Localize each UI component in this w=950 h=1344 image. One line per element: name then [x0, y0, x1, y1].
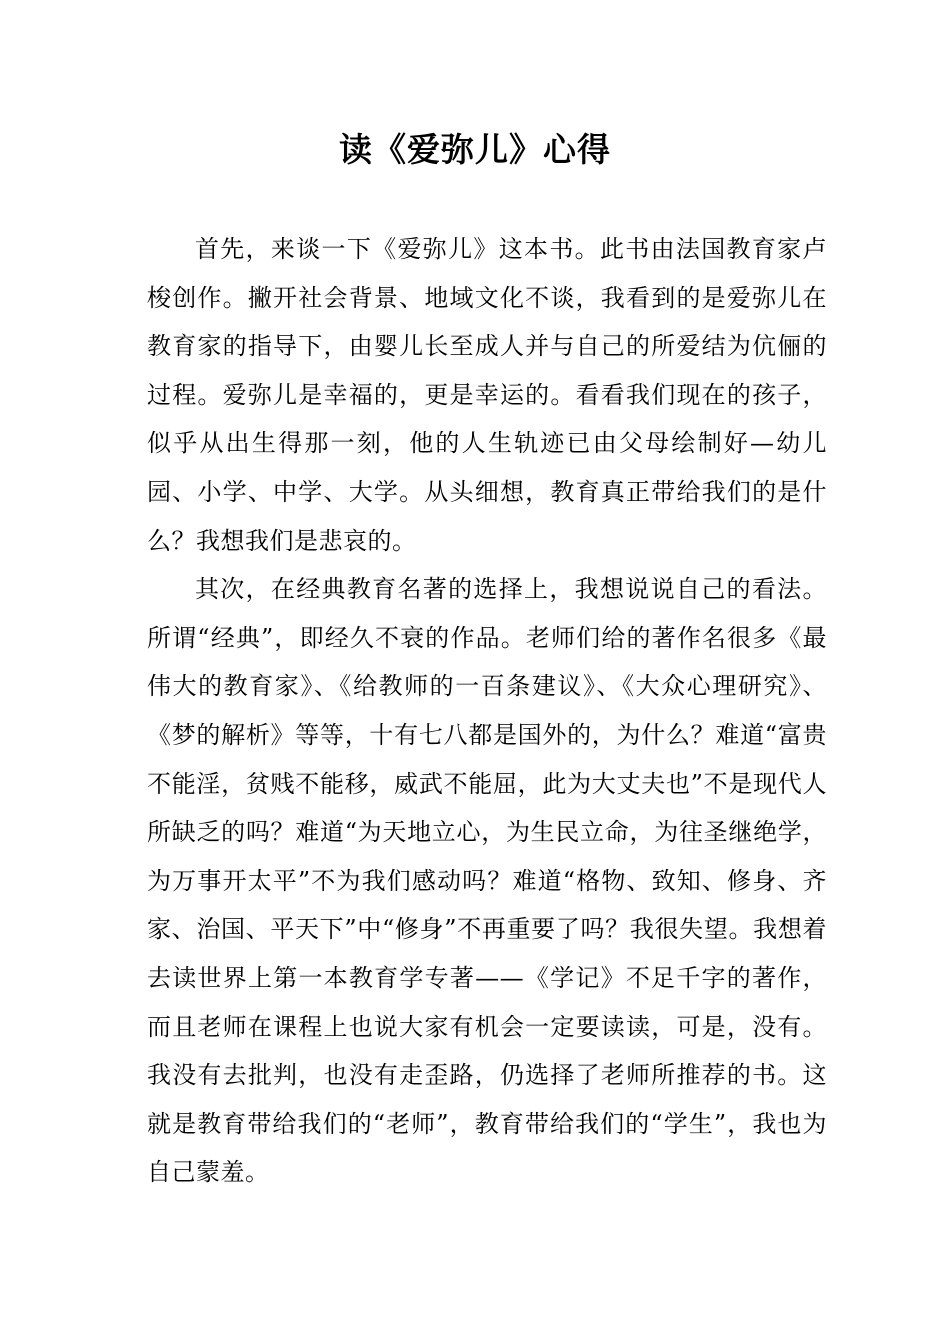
document-title: 读《爱弥儿》心得	[339, 130, 611, 169]
paragraph-2: 其次，在经典教育名著的选择上，我想说说自己的看法。所谓“经典”，即经久不衰的作品。老师们给的著作名很多《最伟大的教育家》、《给教师的一百条建议》、《大众心理研究》、《梦的解析》等等，十有七八都是国外的，为什么？难道“富贵不能淫，贫贱不能移，威武不能屈，此为大丈夫也”不是现代人所缺乏的吗？难道“为天地立心，为生民立命，为往圣继绝学，为万事开太平”不为我们感动吗？难道“格物、致知、修身、齐家、治国、平天下”中“修身”不再重要了吗？我很失望。我想着去读世界上第一本教育学专著——《学记》不足千字的著作，而且老师在课程上也说大家有机会一定要读读，可是，没有。我没有去批判，也没有走歪路，仍选择了老师所推荐的书。这就是教育带给我们的“老师”，教育带给我们的“学生”，我也为自己蒙羞。	[147, 575, 827, 1187]
paragraph-1: 首先，来谈一下《爱弥儿》这本书。此书由法国教育家卢梭创作。撇开社会背景、地域文化不谈，我看到的是爱弥儿在教育家的指导下，由婴儿长至成人并与自己的所爱结为伉俪的过程。爱弥儿是幸福的，更是幸运的。看看我们现在的孩子，似乎从出生得那一刻，他的人生轨迹已由父母绘制好—幼儿园、小学、中学、大学。从头细想，教育真正带给我们的是什么？我想我们是悲哀的。	[147, 235, 827, 555]
document-body	[147, 225, 827, 1197]
